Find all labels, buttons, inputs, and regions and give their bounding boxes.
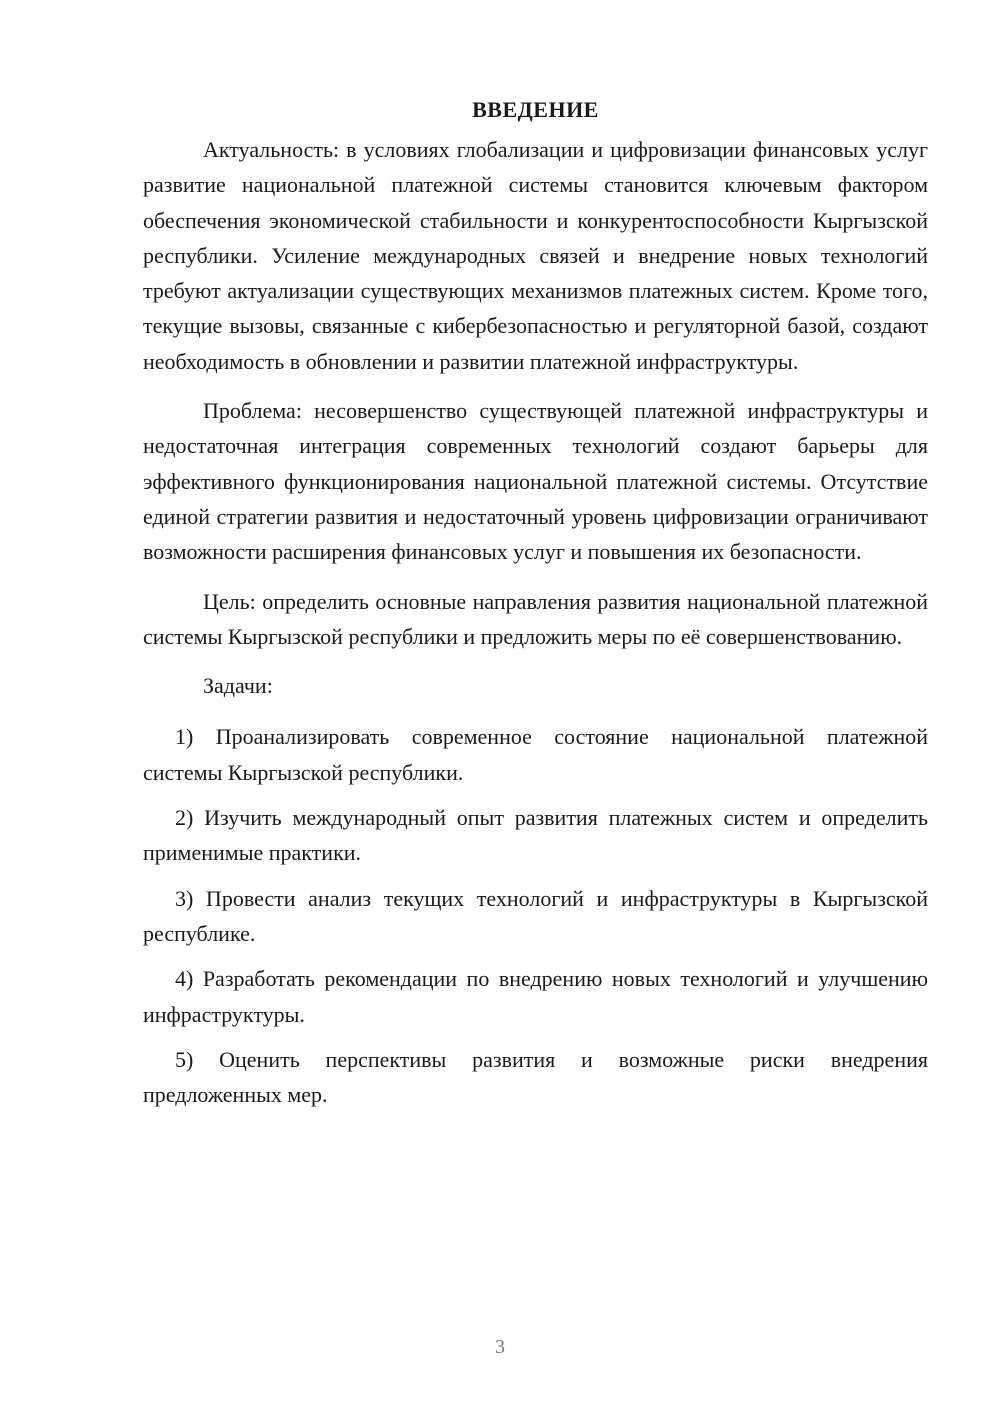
task-item-4: 4) Разработать рекомендации по внедрению новых технологий и улучшению инфраструктуры. [143,966,928,1027]
task-item-2: 2) Изучить международный опыт развития платежных систем и определить применимые практики. [143,805,928,866]
task-item-3: 3) Провести анализ текущих технологий и инфраструктуры в Кыргызской республике. [143,885,928,946]
paragraph-goal: Цель: определить основные направления развития национальной платежной системы Кыргызской республики и предложить меры по её совершенствованию. [143,588,928,649]
paragraph-problem: Проблема: несовершенство существующей платежной инфраструктуры и недостаточная интеграция современных технологий создают барьеры для эффективного функционирования национальной платежной системы. Отсутствие единой стратегии развития и недостаточный уровень цифровизации ограничивают возможности расширения финансовых услуг и повышения их безопасности. [143,398,928,565]
paragraph-relevance: Актуальность: в условиях глобализации и цифровизации финансовых услуг развитие национальной платежной системы становится ключевым фактором обеспечения экономической стабильности и конкурентоспособности Кыргызской республики. Усиление международных связей и внедрение новых технологий требуют актуализации существующих механизмов платежных систем. Кроме того, текущие вызовы, связанные с кибербезопасностью и регуляторной базой, создают необходимость в обновлении и развитии платежной инфраструктуры. [143,137,928,374]
tasks-label: Задачи: [203,673,273,699]
page-number: 3 [495,1336,505,1358]
page-content [143,92,928,1122]
tasks-list [143,719,928,1112]
task-item-5: 5) Оценить перспективы развития и возможные риски внедрения предложенных мер. [143,1046,928,1108]
task-item-1: 1) Проанализировать современное состояние национальной платежной системы Кыргызской республики. [143,724,928,785]
page-title: ВВЕДЕНИЕ [472,97,599,122]
